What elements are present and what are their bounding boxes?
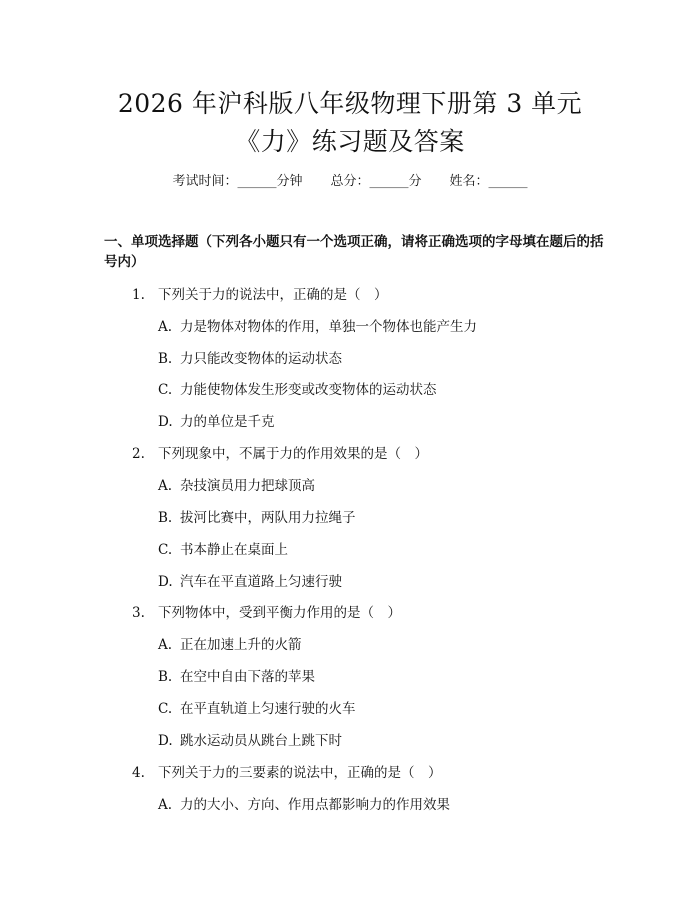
option-label: B.	[158, 510, 173, 526]
option-2b	[158, 506, 356, 526]
option-text: 力是物体对物体的作用，单独一个物体也能产生力	[180, 319, 477, 335]
option-label: A.	[158, 797, 173, 813]
exam-name: 姓名：______	[449, 174, 528, 189]
option-label: C.	[158, 382, 173, 398]
option-text: 力能使物体发生形变或改变物体的运动状态	[180, 382, 437, 398]
option-2a	[158, 474, 315, 494]
option-label: C.	[158, 701, 173, 717]
option-2d	[158, 570, 342, 590]
question-text: 下列现象中，不属于力的作用效果的是（ ）	[158, 446, 428, 462]
option-3c	[158, 697, 356, 717]
option-label: D.	[158, 574, 173, 590]
option-label: D.	[158, 414, 173, 430]
question-text: 下列关于力的三要素的说法中，正确的是（ ）	[158, 765, 442, 781]
option-text: 汽车在平直道路上匀速行驶	[180, 574, 342, 590]
question-number: 2.	[132, 446, 145, 462]
question-number: 3.	[132, 605, 145, 621]
option-text: 书本静止在桌面上	[180, 542, 288, 558]
option-1a	[158, 315, 477, 335]
option-4a	[158, 793, 450, 813]
option-label: A.	[158, 319, 173, 335]
question-3	[132, 601, 401, 621]
option-3a	[158, 633, 302, 653]
option-text: 力的大小、方向、作用点都影响力的作用效果	[180, 797, 450, 813]
option-text: 力只能改变物体的运动状态	[180, 351, 342, 367]
option-label: D.	[158, 733, 173, 749]
question-text: 下列关于力的说法中，正确的是（ ）	[158, 287, 388, 303]
exam-score: 总分：______分	[330, 174, 422, 189]
option-1c	[158, 378, 437, 398]
question-4	[132, 761, 442, 781]
option-text: 跳水运动员从跳台上跳下时	[180, 733, 342, 749]
option-text: 在空中自由下落的苹果	[180, 669, 315, 685]
option-label: B.	[158, 669, 173, 685]
option-label: A.	[158, 478, 173, 494]
option-1b	[158, 347, 342, 367]
option-2c	[158, 538, 288, 558]
option-3d	[158, 729, 342, 749]
option-text: 杂技演员用力把球顶高	[180, 478, 315, 494]
question-number: 4.	[132, 765, 145, 781]
title-line-2: 《力》练习题及答案	[235, 127, 465, 156]
option-text: 正在加速上升的火箭	[180, 637, 302, 653]
option-text: 在平直轨道上匀速行驶的火车	[180, 701, 356, 717]
question-2	[132, 442, 428, 462]
question-1	[132, 283, 388, 303]
exam-time: 考试时间：______分钟	[172, 174, 303, 189]
option-3b	[158, 665, 315, 685]
option-1d	[158, 410, 275, 430]
title-line-1: 2026 年沪科版八年级物理下册第 3 单元	[117, 89, 583, 118]
section-heading: 一、单项选择题（下列各小题只有一个选项正确，请将正确选项的字母填在题后的括号内）	[104, 234, 604, 270]
option-label: A.	[158, 637, 173, 653]
exam-meta	[0, 170, 700, 189]
question-text: 下列物体中，受到平衡力作用的是（ ）	[158, 605, 401, 621]
question-number: 1.	[132, 287, 145, 303]
option-text: 拔河比赛中，两队用力拉绳子	[180, 510, 356, 526]
option-label: B.	[158, 351, 173, 367]
option-text: 力的单位是千克	[180, 414, 275, 430]
option-label: C.	[158, 542, 173, 558]
